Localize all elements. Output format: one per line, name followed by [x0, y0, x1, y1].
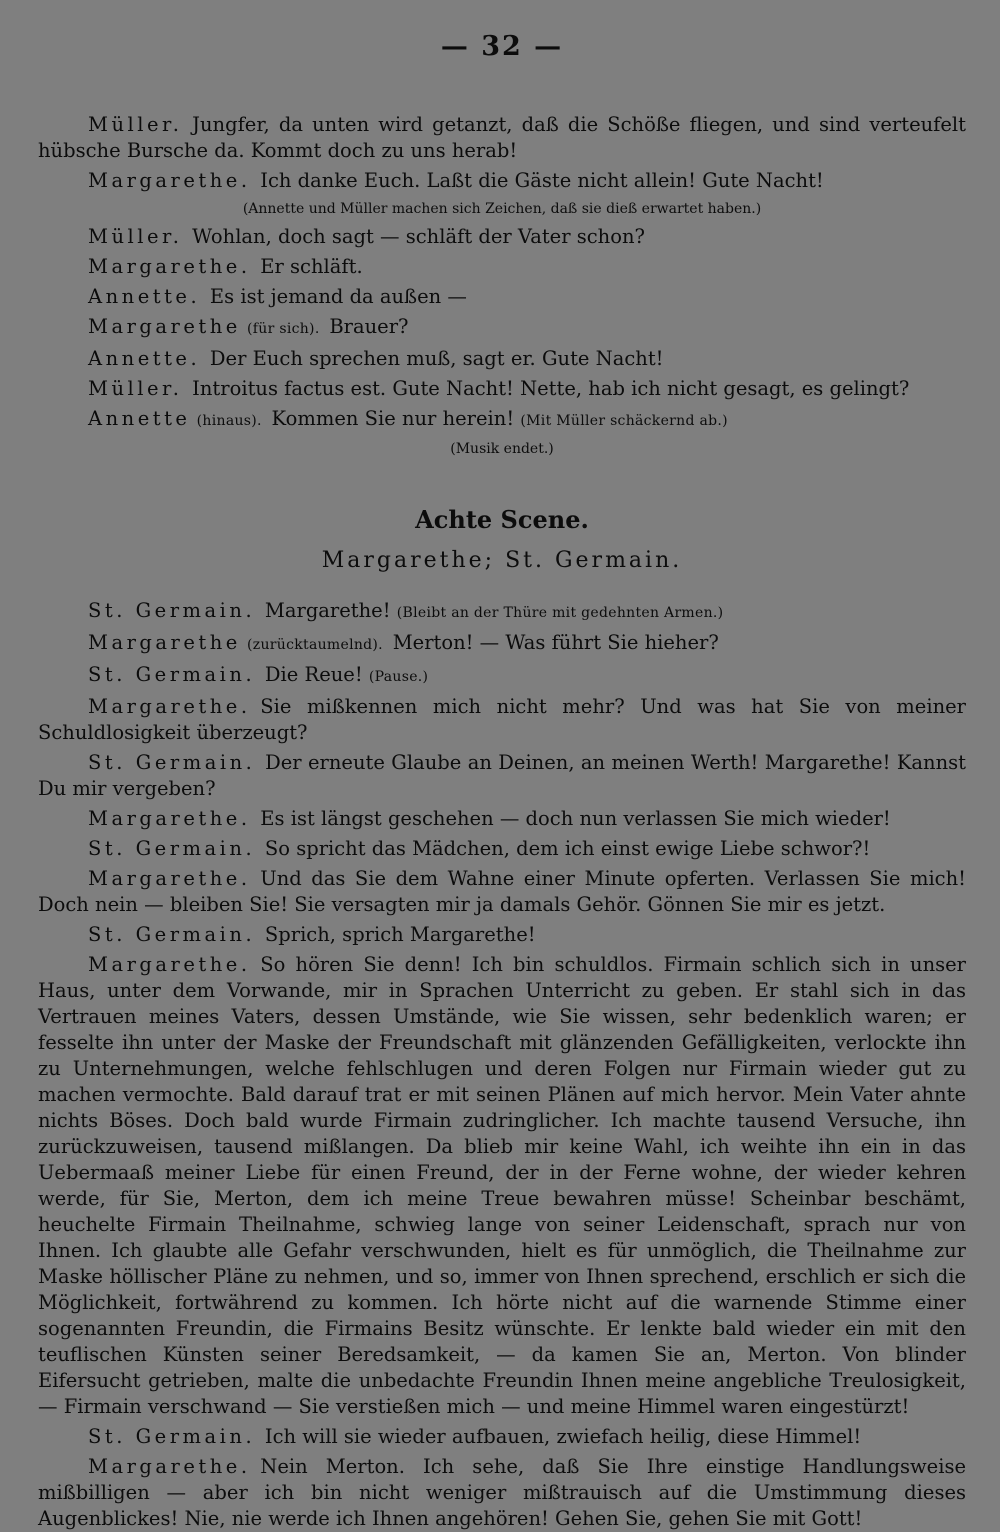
dialogue-line	[38, 376, 966, 402]
dialogue-line	[38, 254, 966, 280]
stage-direction-inline: (zurücktaumelnd).	[247, 637, 383, 653]
dialogue-line	[38, 750, 966, 802]
stage-direction-inline: (Pause.)	[368, 669, 429, 685]
speaker-name: St. Germain.	[88, 837, 256, 860]
speaker-name: Margarethe.	[88, 807, 251, 830]
speech-text: Es ist längst geschehen — doch nun verlassen Sie mich wieder!	[260, 807, 891, 830]
dialogue-line	[38, 866, 966, 918]
speech-text: Margarethe!	[264, 599, 391, 622]
speech-text: Der Euch sprechen muß, sagt er. Gute Nacht!	[209, 347, 664, 370]
speaker-name: Annette	[88, 407, 191, 430]
speech-text: Jungfer, da unten wird getanzt, daß die Schöße fliegen, und sind verteufelt hübsche Bursche da. Kommt doch zu uns herab!	[38, 113, 966, 162]
speech-text: Und das Sie dem Wahne einer Minute opferten. Verlassen Sie mich! Doch nein — bleiben Sie! Sie versagten mir ja damals Gehör. Gönnen Sie mir es jetzt.	[38, 867, 966, 916]
speech-text: Es ist jemand da außen —	[209, 285, 467, 308]
speaker-name: Margarethe.	[88, 255, 251, 278]
speaker-name: Annette.	[88, 347, 201, 370]
speaker-name: Müller.	[88, 377, 183, 400]
speaker-name: Müller.	[88, 225, 183, 248]
speech-text: Ich will sie wieder aufbauen, zwiefach heilig, diese Himmel!	[264, 1425, 862, 1448]
stage-direction-inline: (hinaus).	[196, 413, 262, 429]
speaker-name: Margarethe.	[88, 169, 251, 192]
dialogue-line	[38, 406, 966, 434]
dialogue-line	[38, 168, 966, 194]
dialogue-line	[38, 922, 966, 948]
dialogue-line	[38, 806, 966, 832]
dialogue-block-1	[38, 112, 966, 194]
speaker-name: Margarethe.	[88, 867, 251, 890]
dialogue-line	[38, 314, 966, 342]
dialogue-line	[38, 112, 966, 164]
speech-text: Merton! — Was führt Sie hieher?	[392, 631, 719, 654]
dialogue-line	[38, 836, 966, 862]
dialogue-line	[38, 630, 966, 658]
speech-text: Kommen Sie nur herein!	[271, 407, 515, 430]
speech-text: So hören Sie denn! Ich bin schuldlos. Firmain schlich sich in unser Haus, unter dem Vorwande, mir in Sprachen Unterricht zu geben. Er stahl sich in das Vertrauen meines Vaters, dessen Umstände, wie Sie wissen, sehr bedenklich waren; er fesselte ihn unter der Maske der Freundschaft mit glänzenden Gefälligkeiten, verlockte ihn zu Unternehmungen, welche fehlschlugen und deren Folgen nur Firmain wieder gut zu machen vermochte. Bald darauf trat er mit seinen Plänen auf mich hervor. Mein Vater ahnte nichts Böses. Doch bald wurde Firmain zudringlicher. Ich machte tausend Versuche, ihn zurückzuweisen, tausend mißlangen. Da blieb mir keine Wahl, ich weihte ihn ein in das Uebermaaß meiner Liebe für einen Freund, der in der Ferne wohne, der wieder kehren werde, für Sie, Merton, dem ich meine Treue bewahren müsse! Scheinbar beschämt, heuchelte Firmain Theilnahme, schwieg lange von seiner Leidenschaft, sprach nur von Ihnen. Ich glaubte alle Gefahr verschwunden, hielt es für unmöglich, die Theilnahme zur Maske höllischer Pläne zu nehmen, und so, immer von Ihnen sprechend, erschlich er sich die Möglichkeit, fortwährend zu kommen. Ich hörte nicht auf die warnende Stimme einer sogenannten Freundin, die Firmains Besitz wünschte. Er lenkte bald wieder ein mit den teuflischen Künsten seiner Beredsamkeit, — da kamen Sie an, Merton. Von blinder Eifersucht getrieben, malte die unbedachte Freundin Ihnen meine angebliche Treulosigkeit, — Firmain verschwand — Sie verstießen mich — und meine Himmel waren eingestürzt!	[38, 953, 966, 1418]
speaker-name: Margarethe.	[88, 1455, 251, 1478]
speaker-name: St. Germain.	[88, 751, 256, 774]
dialogue-line	[38, 952, 966, 1420]
page-number: — 32 —	[440, 31, 564, 62]
dialogue-line	[38, 284, 966, 310]
speech-text: Brauer?	[329, 315, 409, 338]
speaker-name: Margarethe	[88, 315, 241, 338]
dialogue-line	[38, 346, 966, 372]
dialogue-line	[38, 1454, 966, 1532]
speaker-name: St. Germain.	[88, 663, 256, 686]
dialogue-line	[38, 224, 966, 250]
dialogue-line	[38, 694, 966, 746]
dialogue-block-3	[38, 598, 966, 1532]
speech-text: So spricht das Mädchen, dem ich einst ewige Liebe schwor?!	[264, 837, 871, 860]
speech-text: Die Reue!	[264, 663, 363, 686]
speech-text: Nein Merton. Ich sehe, daß Sie Ihre einstige Handlungsweise mißbilligen — aber ich bin nicht weniger mißtrauisch auf die Umstimmung dieses Augenblickes! Nie, nie werde ich Ihnen angehören! Gehen Sie, gehen Sie mit Gott!	[38, 1455, 966, 1530]
speaker-name: St. Germain.	[88, 599, 256, 622]
speaker-name: Margarethe.	[88, 695, 251, 718]
dialogue-line	[38, 598, 966, 626]
speech-text: Er schläft.	[260, 255, 363, 278]
stage-direction: (Musik endet.)	[450, 441, 554, 457]
dialogue-block-2	[38, 224, 966, 434]
speaker-name: Margarethe.	[88, 953, 251, 976]
speaker-name: Müller.	[88, 113, 183, 136]
speech-text: Sprich, sprich Margarethe!	[264, 923, 536, 946]
speech-text: Introitus factus est. Gute Nacht! Nette, hab ich nicht gesagt, es gelingt?	[192, 377, 910, 400]
speaker-name: St. Germain.	[88, 923, 256, 946]
speech-text: Sie mißkennen mich nicht mehr? Und was hat Sie von meiner Schuldlosigkeit überzeugt?	[38, 695, 966, 744]
speech-text: Der erneute Glaube an Deinen, an meinen Werth! Margarethe! Kannst Du mir vergeben?	[38, 751, 966, 800]
speaker-name: Annette.	[88, 285, 201, 308]
speech-text: Ich danke Euch. Laßt die Gäste nicht allein! Gute Nacht!	[260, 169, 824, 192]
stage-direction-inline: (für sich).	[247, 321, 320, 337]
speaker-name: St. Germain.	[88, 1425, 256, 1448]
speaker-name: Margarethe	[88, 631, 241, 654]
stage-direction-inline: (Mit Müller schäckernd ab.)	[520, 413, 728, 429]
dialogue-line	[38, 662, 966, 690]
stage-direction: (Annette und Müller machen sich Zeichen, daß sie dieß erwartet haben.)	[242, 201, 762, 217]
speech-text: Wohlan, doch sagt — schläft der Vater schon?	[192, 225, 645, 248]
stage-direction-inline: (Bleibt an der Thüre mit gedehnten Armen.)	[396, 605, 724, 621]
scene-persons: Margarethe; St. Germain.	[321, 548, 683, 573]
dialogue-line	[38, 1424, 966, 1450]
scene-title: Achte Scene.	[415, 505, 589, 534]
